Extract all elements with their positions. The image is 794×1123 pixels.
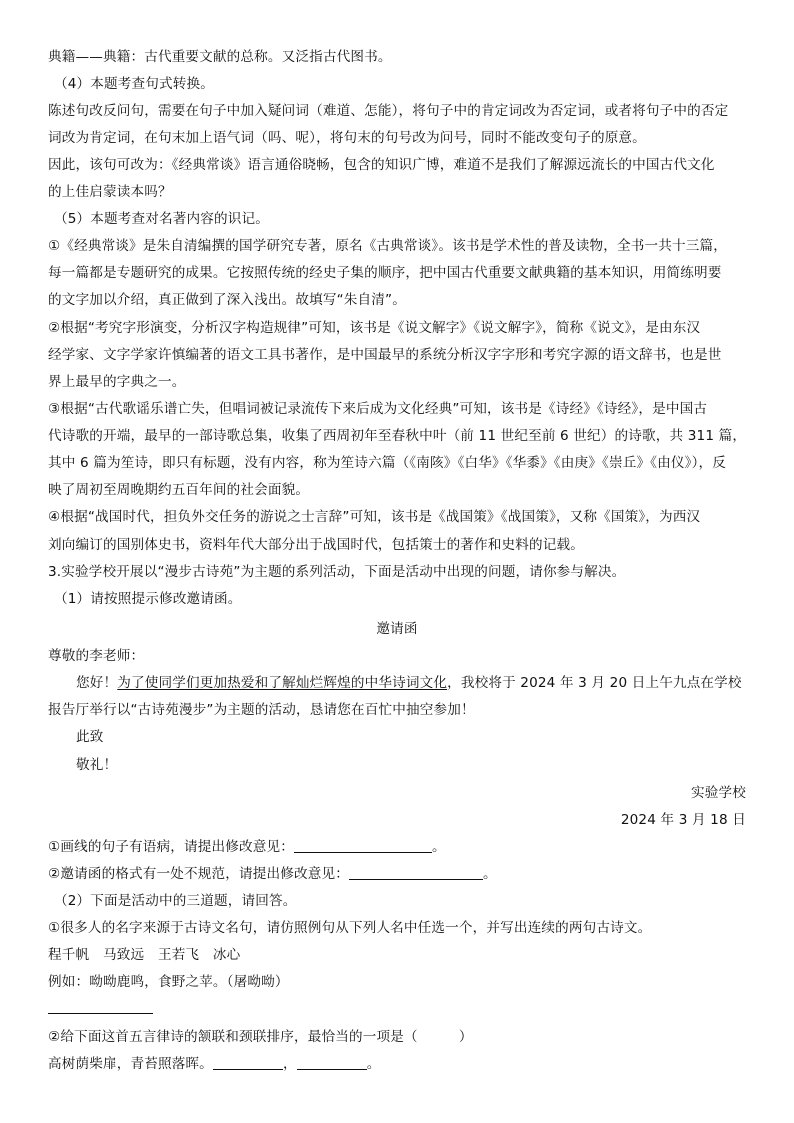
text-line: ①很多人的名字来源于古诗文名句，请仿照例句从下列人名中任选一个，并写出连续的两句古诗文。 bbox=[48, 920, 652, 936]
text-line: ②根据“考究字形演变，分析汉字构造规律”可知，该书是《说文解字》《说文解字》，简称《说文》，是由东汉 bbox=[48, 320, 701, 336]
letter-body-text: ，我校将于 2024 年 3 月 20 日上午九点在学校 bbox=[447, 675, 742, 691]
text-line: ③根据“古代歌谣乐谱亡失，但唱词被记录流传下来后成为文化经典”可知，该书是《诗经》《诗经》，是中国古 bbox=[48, 401, 708, 417]
text-line: 的文字加以介绍，真正做到了深入浅出。故填写“朱自清”。 bbox=[48, 292, 406, 308]
question-part-4-heading: （4）本题考查句式转换。 bbox=[54, 76, 214, 92]
text-line: 典籍——典籍：古代重要文献的总称。又泛指古代图书。 bbox=[48, 49, 392, 65]
answer-rule[interactable] bbox=[48, 1013, 153, 1014]
letter-title: 邀请函 bbox=[376, 621, 418, 637]
answer-blank[interactable] bbox=[294, 838, 432, 853]
prompt-text: ①画线的句子有语病，请提出修改意见： bbox=[48, 839, 294, 855]
text-line: 因此，该句可改为：《经典常谈》语言通俗晓畅，包含的知识广博，难道不是我们了解源远流长的中国古代文化 bbox=[48, 157, 715, 173]
letter-date: 2024 年 3 月 18 日 bbox=[620, 812, 746, 828]
question-3-part-1: （1）请按照提示修改邀请函。 bbox=[54, 591, 242, 607]
text-line: 代诗歌的开端，最早的一部诗歌总集，收集了西周初年至春秋中叶（前 11 世纪至前 6 世纪）的诗歌，共 311 篇， bbox=[48, 428, 747, 444]
letter-salutation: 尊敬的李老师： bbox=[48, 648, 145, 664]
question-line bbox=[48, 837, 748, 857]
answer-blank[interactable] bbox=[297, 1055, 367, 1070]
answer-blank[interactable] bbox=[349, 865, 483, 880]
text-line: 其中 6 篇为笙诗，即只有标题，没有内容，称为笙诗六篇（《南陔》《白华》《华黍》《由庚》《崇丘》《由仪》），反 bbox=[48, 455, 727, 471]
text-line: 经学家、文字学家许慎编著的语文工具书著作，是中国最早的系统分析汉字字形和考究字源的语文辞书，也是世 bbox=[48, 347, 722, 363]
letter-body-line: 报告厅举行以“古诗苑漫步”为主题的活动，恳请您在百忙中抽空参加！ bbox=[48, 702, 475, 718]
punctuation: 。 bbox=[482, 866, 497, 882]
punctuation: 。 bbox=[431, 839, 446, 855]
punctuation: ， bbox=[282, 1056, 297, 1072]
example-line: 例如：呦呦鹿鸣，食野之苹。（屠呦呦） bbox=[48, 974, 289, 990]
letter-body-line bbox=[76, 673, 776, 693]
text-line: 刘向编订的国别体史书，资料年代大部分出于战国时代，包括策士的著作和史料的记载。 bbox=[48, 537, 585, 553]
poem-text: 高树荫柴扉，青苔照落晖。 bbox=[48, 1056, 213, 1072]
text-line: ①《经典常谈》是朱自清编撰的国学研究专著，原名《古典常谈》。该书是学术性的普及读物，全书一共十三篇， bbox=[48, 238, 727, 254]
underlined-sentence: 为了使同学们更加热爱和了解灿烂辉煌的中华诗词文化 bbox=[117, 675, 448, 691]
punctuation: 。 bbox=[366, 1056, 381, 1072]
question-3-part-2: （2）下面是活动中的三道题，请回答。 bbox=[54, 893, 297, 909]
prompt-text: ②邀请函的格式有一处不规范，请提出修改意见： bbox=[48, 866, 349, 882]
text-line: 词改为肯定词，在句末加上语气词（吗、呢），将句末的句号改为问号，同时不能改变句子的原意。 bbox=[48, 130, 646, 146]
letter-regards: 敬礼！ bbox=[76, 757, 118, 773]
text-line: 的上佳启蒙读本吗？ bbox=[48, 184, 172, 200]
question-3-heading: 3.实验学校开展以“漫步古诗苑”为主题的系列活动，下面是活动中出现的问题，请你参与解决。 bbox=[48, 564, 626, 580]
letter-closing: 此致 bbox=[76, 729, 104, 745]
text-line: ④根据“战国时代，担负外交任务的游说之士言辞”可知，该书是《战国策》《战国策》，又称《国策》，为西汉 bbox=[48, 509, 701, 525]
poem-line bbox=[48, 1054, 748, 1074]
text-line: 陈述句改反问句，需要在句子中加入疑问词（难道、怎能），将句子中的肯定词改为否定词，或者将句子中的否定 bbox=[48, 103, 729, 119]
names-list: 程千帆 马致远 王若飞 冰心 bbox=[48, 947, 241, 963]
text-line: 映了周初至周晚期约五百年间的社会面貌。 bbox=[48, 482, 310, 498]
text-line: 界上最早的字典之一。 bbox=[48, 374, 186, 390]
letter-greeting: 您好！ bbox=[76, 675, 118, 691]
answer-blank[interactable] bbox=[213, 1055, 283, 1070]
letter-signature: 实验学校 bbox=[691, 785, 746, 801]
question-part-5-heading: （5）本题考查对名著内容的识记。 bbox=[54, 211, 269, 227]
text-line: ②给下面这首五言律诗的颔联和颈联排序，最恰当的一项是（ ） bbox=[48, 1029, 473, 1045]
question-line bbox=[48, 864, 748, 884]
text-line: 每一篇都是专题研究的成果。它按照传统的经史子集的顺序，把中国古代重要文献典籍的基本知识，用简练明要 bbox=[48, 265, 722, 281]
